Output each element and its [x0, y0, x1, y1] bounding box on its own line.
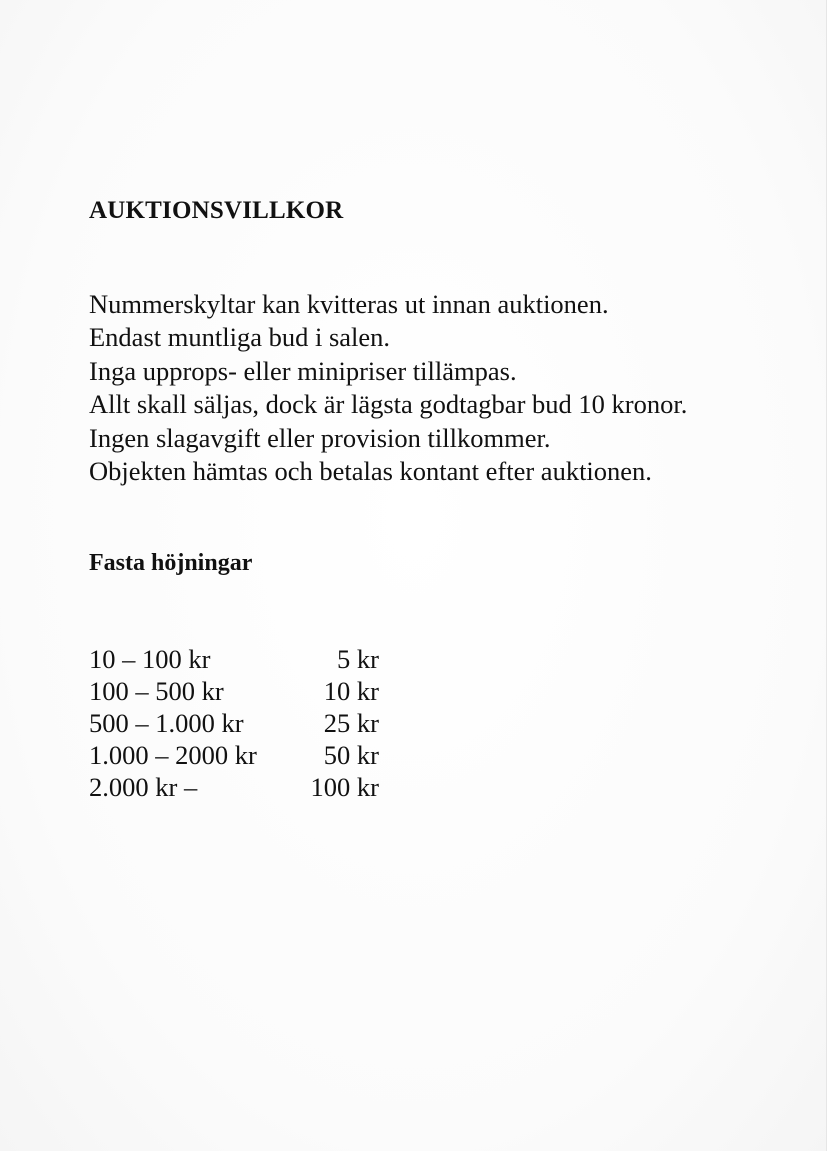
increment-cell: 5 kr [337, 644, 379, 674]
increment-cell: 10 kr [323, 676, 379, 706]
document-title: AUKTIONSVILLKOR [89, 197, 344, 224]
rule-item: Inga upprops- eller minipriser tillämpas. [89, 355, 517, 386]
table-row [89, 771, 379, 803]
rule-item: Endast muntliga bud i salen. [89, 322, 391, 353]
increment-cell: 25 kr [323, 708, 379, 738]
auction-rules-list [89, 288, 687, 488]
rule-item: Objekten hämtas och betalas kontant efter auktionen. [89, 456, 652, 487]
increments-heading: Fasta höjningar [89, 550, 253, 576]
price-range-cell: 500 – 1.000 kr [89, 708, 244, 738]
price-range-cell: 2.000 kr – [89, 772, 198, 802]
price-range-cell: 1.000 – 2000 kr [89, 740, 257, 770]
rule-item: Allt skall säljas, dock är lägsta godtagbar bud 10 kronor. [89, 389, 688, 420]
table-row [89, 643, 379, 675]
table-row [89, 707, 379, 739]
increment-cell: 100 kr [310, 772, 379, 802]
increment-cell: 50 kr [323, 740, 379, 770]
rule-item: Ingen slagavgift eller provision tillkommer. [89, 422, 551, 453]
table-row [89, 739, 379, 771]
bid-increments-table [89, 643, 379, 803]
price-range-cell: 10 – 100 kr [89, 644, 211, 674]
price-range-cell: 100 – 500 kr [89, 676, 224, 706]
table-row [89, 675, 379, 707]
rule-item: Nummerskyltar kan kvitteras ut innan auktionen. [89, 289, 609, 319]
